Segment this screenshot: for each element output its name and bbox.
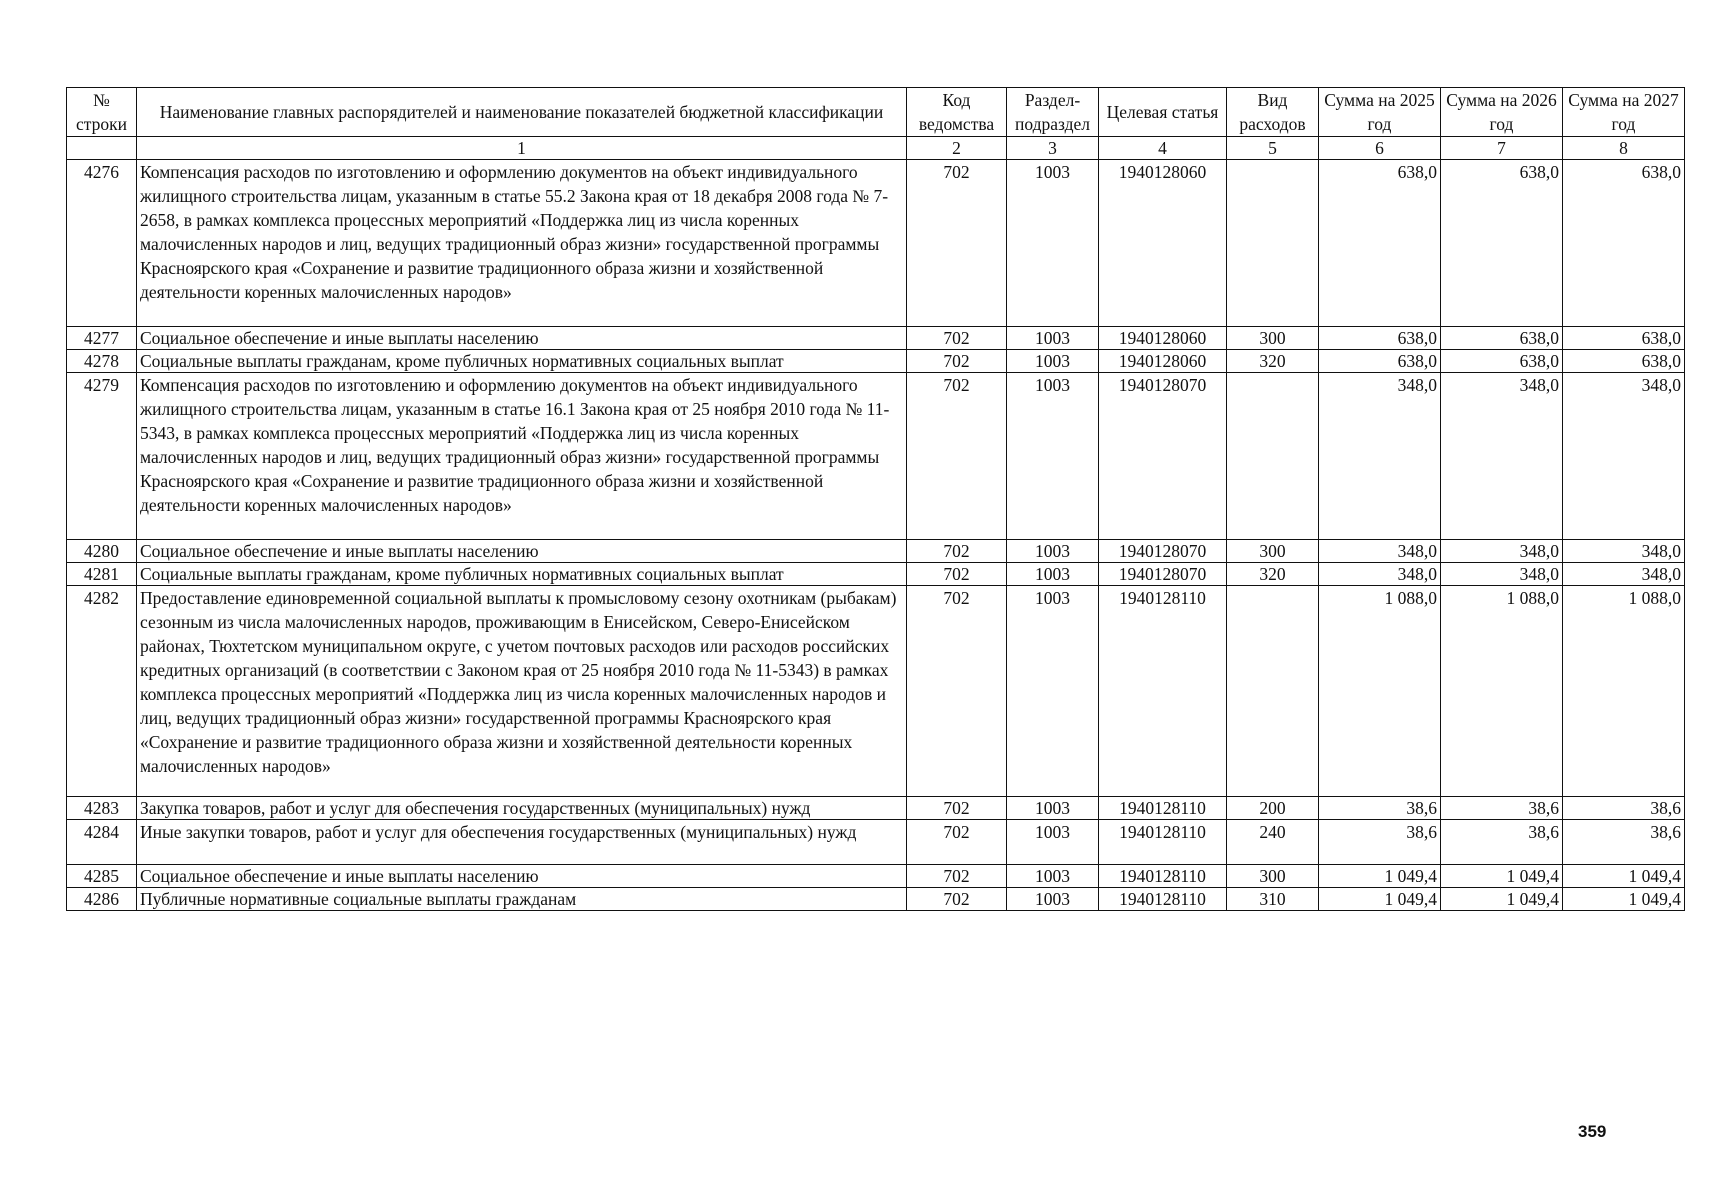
row-sum-2025: 1 049,4	[1319, 865, 1441, 888]
row-target-article: 1940128060	[1099, 350, 1227, 373]
row-name: Социальное обеспечение и иные выплаты населению	[137, 540, 907, 563]
row-number: 4284	[67, 820, 137, 865]
row-number: 4276	[67, 160, 137, 327]
row-target-article: 1940128110	[1099, 820, 1227, 865]
column-number: 6	[1319, 137, 1441, 160]
row-number: 4286	[67, 888, 137, 911]
row-expense-type: 300	[1227, 540, 1319, 563]
row-sum-2027: 348,0	[1563, 373, 1685, 540]
row-section: 1003	[1007, 160, 1099, 327]
row-number: 4281	[67, 563, 137, 586]
row-sum-2026: 348,0	[1441, 563, 1563, 586]
row-expense-type: 320	[1227, 563, 1319, 586]
table-row	[67, 350, 1685, 373]
row-sum-2026: 348,0	[1441, 540, 1563, 563]
row-department-code: 702	[907, 350, 1007, 373]
row-sum-2026: 1 088,0	[1441, 586, 1563, 797]
row-sum-2027: 638,0	[1563, 350, 1685, 373]
row-name: Закупка товаров, работ и услуг для обеспечения государственных (муниципальных) нужд	[137, 797, 907, 820]
row-name: Социальное обеспечение и иные выплаты населению	[137, 865, 907, 888]
table-row	[67, 586, 1685, 797]
row-sum-2026: 638,0	[1441, 350, 1563, 373]
row-target-article: 1940128110	[1099, 865, 1227, 888]
row-sum-2025: 638,0	[1319, 327, 1441, 350]
header-expense-type: Вид расходов	[1227, 88, 1319, 137]
row-expense-type	[1227, 160, 1319, 327]
column-number: 8	[1563, 137, 1685, 160]
header-sum-2025: Сумма на 2025 год	[1319, 88, 1441, 137]
row-sum-2027: 38,6	[1563, 820, 1685, 865]
row-expense-type: 310	[1227, 888, 1319, 911]
row-section: 1003	[1007, 586, 1099, 797]
row-sum-2025: 38,6	[1319, 820, 1441, 865]
row-number: 4278	[67, 350, 137, 373]
row-section: 1003	[1007, 865, 1099, 888]
header-section: Раздел-подраздел	[1007, 88, 1099, 137]
row-number: 4279	[67, 373, 137, 540]
column-number-row	[67, 137, 1685, 160]
row-section: 1003	[1007, 797, 1099, 820]
row-name: Социальные выплаты гражданам, кроме публичных нормативных социальных выплат	[137, 563, 907, 586]
row-department-code: 702	[907, 540, 1007, 563]
table-row	[67, 563, 1685, 586]
row-expense-type: 300	[1227, 327, 1319, 350]
row-number: 4280	[67, 540, 137, 563]
row-department-code: 702	[907, 797, 1007, 820]
table-row	[67, 373, 1685, 540]
row-sum-2027: 638,0	[1563, 160, 1685, 327]
column-number: 3	[1007, 137, 1099, 160]
row-sum-2025: 348,0	[1319, 540, 1441, 563]
column-number: 7	[1441, 137, 1563, 160]
row-department-code: 702	[907, 373, 1007, 540]
row-sum-2027: 348,0	[1563, 563, 1685, 586]
budget-table	[66, 87, 1685, 911]
row-section: 1003	[1007, 327, 1099, 350]
row-department-code: 702	[907, 327, 1007, 350]
header-row	[67, 88, 1685, 137]
table-row	[67, 160, 1685, 327]
row-expense-type	[1227, 373, 1319, 540]
row-sum-2026: 1 049,4	[1441, 865, 1563, 888]
row-department-code: 702	[907, 160, 1007, 327]
row-name: Социальное обеспечение и иные выплаты населению	[137, 327, 907, 350]
row-number: 4285	[67, 865, 137, 888]
table-row	[67, 797, 1685, 820]
row-sum-2025: 1 088,0	[1319, 586, 1441, 797]
row-name: Иные закупки товаров, работ и услуг для обеспечения государственных (муниципальных) нужд	[137, 820, 907, 865]
row-sum-2027: 38,6	[1563, 797, 1685, 820]
row-target-article: 1940128060	[1099, 160, 1227, 327]
row-department-code: 702	[907, 586, 1007, 797]
row-section: 1003	[1007, 820, 1099, 865]
row-section: 1003	[1007, 540, 1099, 563]
table-row	[67, 865, 1685, 888]
row-sum-2026: 638,0	[1441, 160, 1563, 327]
column-number: 2	[907, 137, 1007, 160]
column-number: 1	[137, 137, 907, 160]
row-sum-2027: 1 088,0	[1563, 586, 1685, 797]
row-name: Компенсация расходов по изготовлению и оформлению документов на объект индивидуального жилищного строительства лицам, указанным в статье 16.1 Закона края от 25 ноября 2010 года № 11-5343, в рамках комплекса процессных мероприятий «Поддержка лиц из числа коренных малочисленных народов и лиц, ведущих традиционный образ жизни» государственной программы Красноярского края «Сохранение и развитие традиционного образа жизни и хозяйственной деятельности коренных малочисленных народов»	[137, 373, 907, 540]
row-sum-2025: 348,0	[1319, 373, 1441, 540]
header-name: Наименование главных распорядителей и наименование показателей бюджетной классификации	[137, 88, 907, 137]
row-sum-2027: 1 049,4	[1563, 865, 1685, 888]
page-number: 359	[1578, 1122, 1607, 1141]
row-name: Социальные выплаты гражданам, кроме публичных нормативных социальных выплат	[137, 350, 907, 373]
row-sum-2026: 1 049,4	[1441, 888, 1563, 911]
row-expense-type: 320	[1227, 350, 1319, 373]
header-row-number: № строки	[67, 88, 137, 137]
row-department-code: 702	[907, 563, 1007, 586]
row-target-article: 1940128070	[1099, 540, 1227, 563]
row-department-code: 702	[907, 865, 1007, 888]
table-row	[67, 820, 1685, 865]
header-sum-2027: Сумма на 2027 год	[1563, 88, 1685, 137]
row-section: 1003	[1007, 350, 1099, 373]
row-target-article: 1940128110	[1099, 797, 1227, 820]
row-name: Публичные нормативные социальные выплаты гражданам	[137, 888, 907, 911]
row-department-code: 702	[907, 888, 1007, 911]
row-number: 4283	[67, 797, 137, 820]
row-sum-2025: 38,6	[1319, 797, 1441, 820]
row-sum-2027: 638,0	[1563, 327, 1685, 350]
row-target-article: 1940128070	[1099, 563, 1227, 586]
row-target-article: 1940128060	[1099, 327, 1227, 350]
row-sum-2026: 38,6	[1441, 797, 1563, 820]
row-target-article: 1940128110	[1099, 888, 1227, 911]
table-row	[67, 888, 1685, 911]
row-expense-type: 240	[1227, 820, 1319, 865]
header-department-code: Код ведомства	[907, 88, 1007, 137]
row-expense-type: 200	[1227, 797, 1319, 820]
table-row	[67, 327, 1685, 350]
header-target-article: Целевая статья	[1099, 88, 1227, 137]
row-sum-2025: 638,0	[1319, 160, 1441, 327]
row-expense-type: 300	[1227, 865, 1319, 888]
row-sum-2025: 348,0	[1319, 563, 1441, 586]
row-expense-type	[1227, 586, 1319, 797]
row-target-article: 1940128070	[1099, 373, 1227, 540]
row-sum-2026: 638,0	[1441, 327, 1563, 350]
row-department-code: 702	[907, 820, 1007, 865]
column-number	[67, 137, 137, 160]
row-section: 1003	[1007, 563, 1099, 586]
header-sum-2026: Сумма на 2026 год	[1441, 88, 1563, 137]
row-sum-2025: 638,0	[1319, 350, 1441, 373]
row-sum-2025: 1 049,4	[1319, 888, 1441, 911]
row-sum-2027: 1 049,4	[1563, 888, 1685, 911]
row-number: 4282	[67, 586, 137, 797]
row-sum-2026: 348,0	[1441, 373, 1563, 540]
row-number: 4277	[67, 327, 137, 350]
row-section: 1003	[1007, 373, 1099, 540]
row-name: Компенсация расходов по изготовлению и оформлению документов на объект индивидуального жилищного строительства лицам, указанным в статье 55.2 Закона края от 18 декабря 2008 года № 7-2658, в рамках комплекса процессных мероприятий «Поддержка лиц из числа коренных малочисленных народов и лиц, ведущих традиционный образ жизни» государственной программы Красноярского края «Сохранение и развитие традиционного образа жизни и хозяйственной деятельности коренных малочисленных народов»	[137, 160, 907, 327]
row-target-article: 1940128110	[1099, 586, 1227, 797]
table-row	[67, 540, 1685, 563]
row-section: 1003	[1007, 888, 1099, 911]
column-number: 4	[1099, 137, 1227, 160]
row-sum-2027: 348,0	[1563, 540, 1685, 563]
row-sum-2026: 38,6	[1441, 820, 1563, 865]
row-name: Предоставление единовременной социальной выплаты к промысловому сезону охотникам (рыбакам) сезонным из числа малочисленных народов, проживающим в Енисейском, Северо-Енисейском районах, Тюхтетском муниципальном округе, с учетом почтовых расходов или расходов российских кредитных организаций (в соответствии с Законом края от 25 ноября 2010 года № 11-5343) в рамках комплекса процессных мероприятий «Поддержка лиц из числа коренных малочисленных народов и лиц, ведущих традиционный образ жизни» государственной программы Красноярского края «Сохранение и развитие традиционного образа жизни и хозяйственной деятельности коренных малочисленных народов»	[137, 586, 907, 797]
column-number: 5	[1227, 137, 1319, 160]
